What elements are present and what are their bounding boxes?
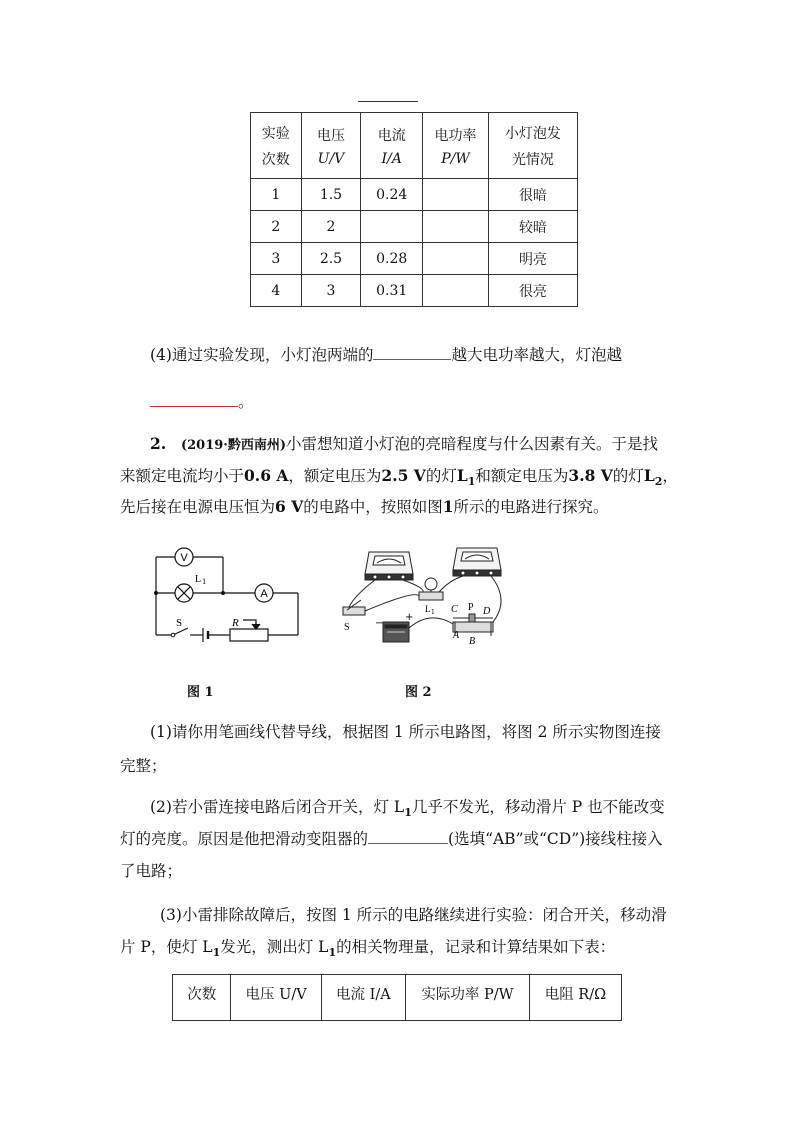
fig2-label-plus: +	[405, 612, 414, 623]
table-cell	[361, 211, 423, 243]
fig2-label-d: D	[483, 606, 491, 617]
question-4-line2: 。	[150, 392, 254, 412]
table-row	[251, 211, 578, 243]
sub-question-2-line3: 了电路；	[120, 862, 183, 880]
header-cell: 电阻 R/Ω	[529, 975, 621, 1021]
table-cell: 很亮	[488, 275, 577, 307]
fig2-label-l1: L	[425, 604, 431, 614]
figure-2-apparatus	[335, 540, 510, 655]
table-cell: 0.31	[361, 275, 423, 307]
header-cell: 电压 U/V	[231, 975, 321, 1021]
table-cell	[423, 243, 489, 275]
table-cell	[423, 275, 489, 307]
table-cell: 2.5	[301, 243, 361, 275]
table-row	[251, 243, 578, 275]
fig2-label-minus: −	[375, 618, 384, 629]
switch-symbol	[173, 628, 188, 635]
table-row	[251, 179, 578, 211]
sub-question-1-line1: (1)请你用笔画线代替导线，根据图 1 所示电路图，将图 2 所示实物图连接	[150, 723, 661, 741]
fig2-label-s: S	[344, 622, 350, 633]
header-cell: 次数	[173, 975, 231, 1021]
table-cell: 2	[251, 211, 302, 243]
header-cell: 实际功率 P/W	[405, 975, 529, 1021]
fig2-label-a: A	[453, 630, 460, 641]
figure-1-caption: 图 1	[187, 685, 214, 700]
switch-device	[343, 600, 365, 615]
table-cell	[423, 179, 489, 211]
table-row	[251, 275, 578, 307]
voltmeter-device	[365, 552, 413, 580]
fig2-label-p: P	[468, 602, 474, 613]
battery-device	[383, 622, 409, 642]
table-cell: 3	[251, 243, 302, 275]
problem-2-line3: 先后接在电源电压恒为6 V的电路中，按照如图1所示的电路进行探究。	[120, 497, 609, 516]
data-table-1	[250, 112, 578, 307]
header-brightness: 小灯泡发 光情况	[488, 113, 577, 179]
table-cell: 1	[251, 179, 302, 211]
table-cell: 0.28	[361, 243, 423, 275]
table-cell: 4	[251, 275, 302, 307]
header-voltage: 电压 U/V	[301, 113, 361, 179]
question-4-line1: (4)通过实验发现，小灯泡两端的 越大电功率越大，灯泡越	[150, 346, 622, 364]
fig1-label-r: R	[232, 617, 239, 629]
table-cell: 很暗	[488, 179, 577, 211]
fig2-label-l1-sub: 1	[431, 609, 435, 616]
table-header-row	[173, 975, 622, 1021]
table-cell: 较暗	[488, 211, 577, 243]
fig1-label-a: A	[260, 588, 268, 600]
sub-question-1-line2: 完整；	[120, 757, 167, 775]
fig1-label-l1: L	[195, 574, 202, 585]
problem-2-line1: 2. (2019·黔西南州)小雷想知道小灯泡的亮暗程度与什么因素有关。于是找	[150, 434, 658, 453]
answer-blank[interactable]	[373, 345, 451, 360]
header-power: 电功率 P/W	[423, 113, 489, 179]
figure-1-circuit	[148, 540, 308, 650]
header-trial: 实验 次数	[251, 113, 302, 179]
top-rule	[358, 101, 418, 102]
header-current: 电流 I/A	[361, 113, 423, 179]
sub-question-3-line1: (3)小雷排除故障后，按图 1 所示的电路继续进行实验：闭合开关，移动滑	[160, 906, 667, 924]
sub-question-2-line2: 灯的亮度。原因是他把滑动变阻器的 (选填“AB”或“CD”)接线柱接入	[120, 830, 663, 848]
fig2-label-b: B	[469, 636, 476, 647]
answer-blank[interactable]	[368, 829, 448, 844]
problem-2-line2: 来额定电流均小于0.6 A，额定电压为2.5 V的灯$L_1$和额定电压为3.8 V的灯$L_2$，	[120, 466, 678, 489]
sub-question-3-line2: 片 P，使灯 $L_1$发光，测出灯 $L_1$的相关物理量，记录和计算结果如下表：	[120, 938, 616, 960]
fig1-label-s: S	[176, 617, 183, 629]
sub-question-2-line1: (2)若小雷连接电路后闭合开关，灯 $L_1$几乎不发光，移动滑片 P 也不能改变	[150, 798, 665, 820]
rheostat-symbol	[230, 629, 268, 641]
table-cell: 3	[301, 275, 361, 307]
table-cell: 0.24	[361, 179, 423, 211]
ammeter-device	[453, 548, 501, 576]
table-header-row	[251, 113, 578, 179]
answer-blank[interactable]	[150, 392, 238, 407]
fig1-label-l1-sub: 1	[202, 578, 207, 586]
table-cell: 1.5	[301, 179, 361, 211]
header-cell: 电流 I/A	[321, 975, 405, 1021]
data-table-2	[172, 974, 622, 1021]
fig1-label-v: V	[180, 552, 188, 564]
lamp-device	[419, 578, 443, 600]
table-cell: 明亮	[488, 243, 577, 275]
fig2-label-c: C	[451, 604, 458, 615]
table-cell	[423, 211, 489, 243]
table-cell: 2	[301, 211, 361, 243]
figure-2-caption: 图 2	[405, 685, 432, 700]
